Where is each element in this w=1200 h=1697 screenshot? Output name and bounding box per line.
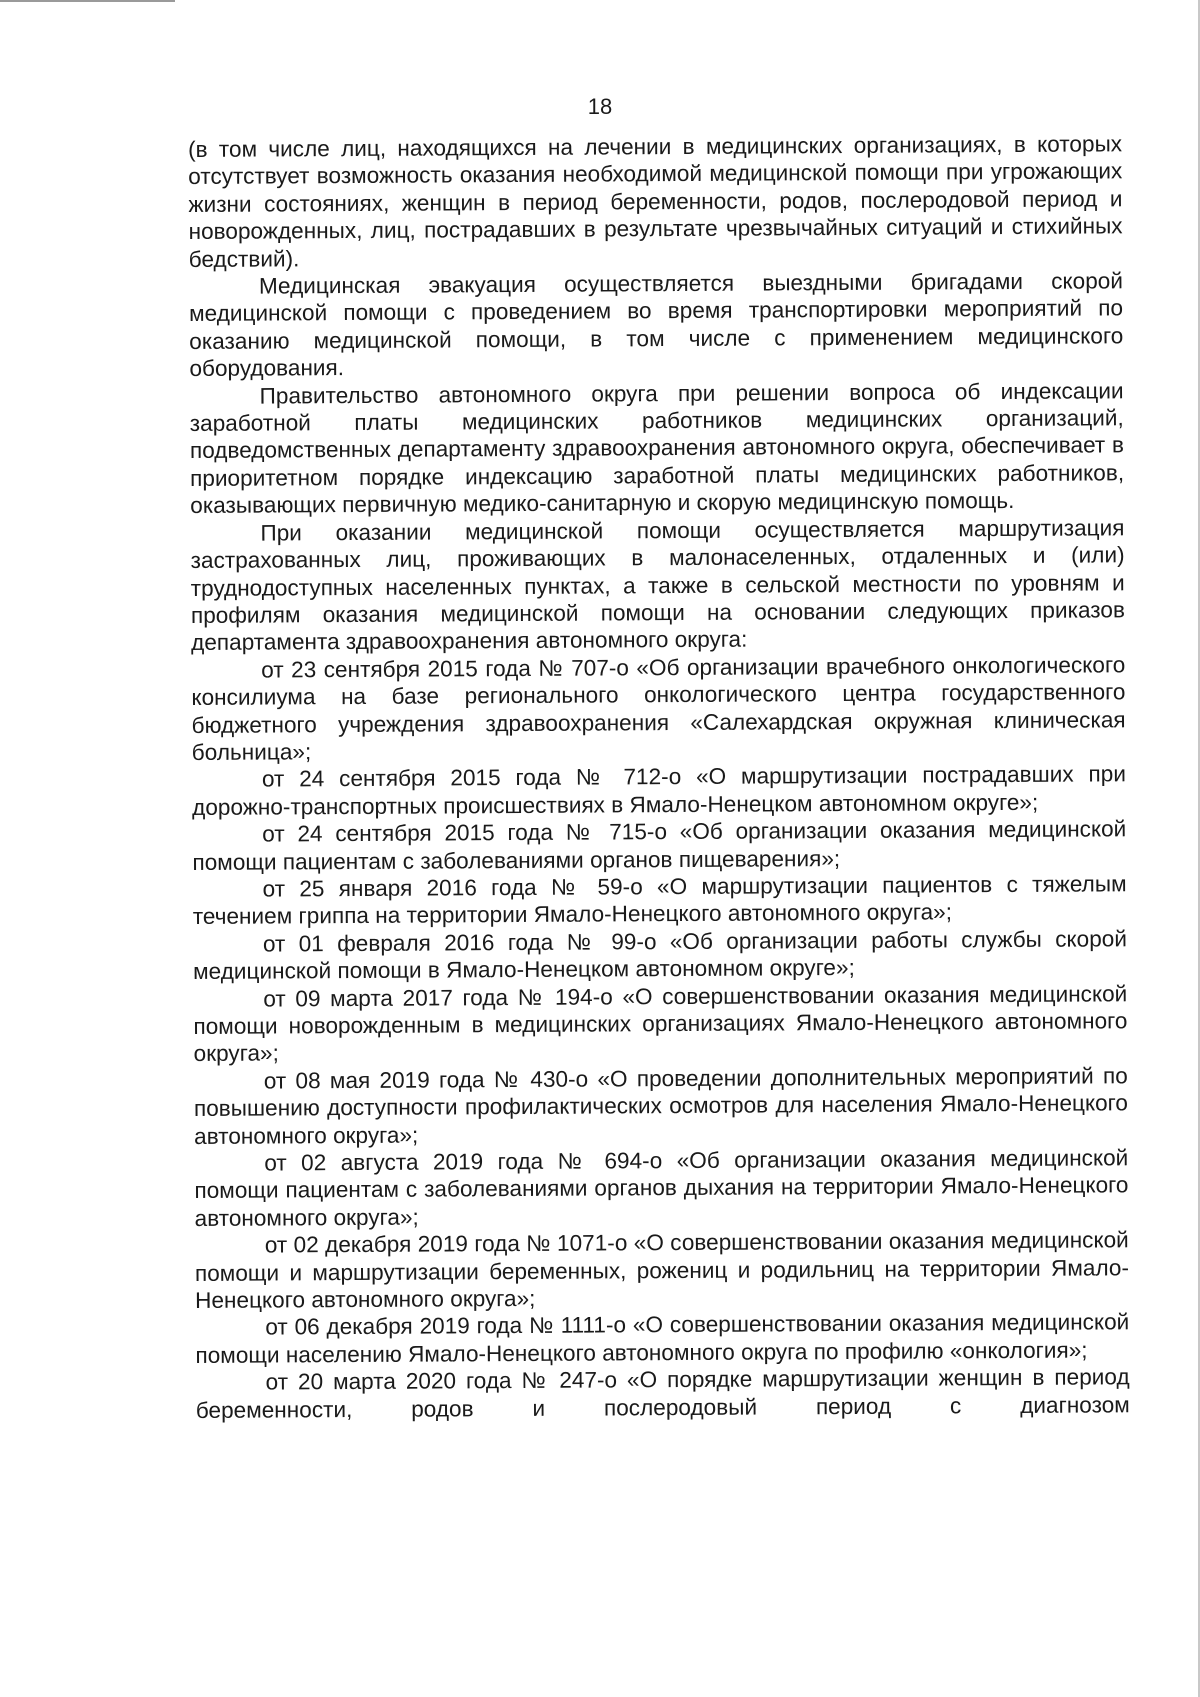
order-item-694: от 02 августа 2019 года № 694-о «Об организации оказания медицинской помощи пациентам с заболеваниями органов дыхания на территории Ямало-Ненецкого автономного округа»; xyxy=(194,1145,1129,1231)
order-item-247: от 20 марта 2020 года № 247-о «О порядке маршрутизации женщин в период беременности, родов и послеродовый период с диагнозом xyxy=(195,1364,1130,1423)
document-body xyxy=(188,130,1130,1424)
scan-edge-top xyxy=(0,0,175,2)
order-item-707: от 23 сентября 2015 года № 707-о «Об организации врачебного онкологического консилиума на базе регионального онкологического центра государственного бюджетного учреждения здравоохранения «Салехардская окружная клиническая больница»; xyxy=(191,652,1126,765)
order-item-712: от 24 сентября 2015 года № 712-о «О маршрутизации пострадавших при дорожно-транспортных происшествиях в Ямало-Ненецком автономном округе»; xyxy=(192,761,1126,820)
order-item-1071: от 02 декабря 2019 года № 1071-о «О совершенствовании оказания медицинской помощи и маршрутизации беременных, рожениц и родильниц на территории Ямало-Ненецкого автономного округа»; xyxy=(194,1227,1130,1314)
order-item-59: от 25 января 2016 года № 59-о «О маршрутизации пациентов с тяжелым течением гриппа на территории Ямало-Ненецкого автономного округа»; xyxy=(192,871,1127,930)
paragraph-medical-evacuation: Медицинская эвакуация осуществляется выездными бригадами скорой медицинской помощи с проведением во время транспортировки мероприятий по оказанию медицинской помощи, в том числе с применением медицинского оборудования. xyxy=(189,268,1124,382)
order-item-1111: от 06 декабря 2019 года № 1111-о «О совершенствовании оказания медицинской помощи населению Ямало-Ненецкого автономного округа по профилю «онкология»; xyxy=(195,1309,1130,1368)
page-number: 18 xyxy=(587,94,613,119)
paragraph-salary-indexation: Правительство автономного округа при решении вопроса об индексации заработной платы медицинских работников медицинских организаций, подведомственных департаменту здравоохранения автономного округа, обеспечивает в приоритетном порядке индексацию заработной платы медицинских работников, оказывающих первичную медико-санитарную и скорую медицинскую помощь. xyxy=(189,377,1125,519)
order-item-715: от 24 сентября 2015 года № 715-о «Об организации оказания медицинской помощи пациентам с заболеваниями органов пищеварения»; xyxy=(192,816,1127,875)
order-item-430: от 08 мая 2019 года № 430-о «О проведении дополнительных мероприятий по повышению доступности профилактических осмотров для населения Ямало-Ненецкого автономного округа»; xyxy=(193,1063,1129,1149)
paragraph-continuation: (в том числе лиц, находящихся на лечении в медицинских организациях, в которых отсутствует возможность оказания необходимой медицинской помощи при угрожающих жизни состояниях, женщин в период беременности, родов, послеродовой период и новорожденных, лиц, пострадавших в результате чрезвычайных ситуаций и стихийных бедствий). xyxy=(188,131,1123,272)
paragraph-routing-intro: При оказании медицинской помощи осуществляется маршрутизация застрахованных лиц, проживающих в малонаселенных, отдаленных и (или) труднодоступных населенных пунктах, а также в сельской местности по уровням и профилям оказания медицинской помощи на основании следующих приказов департамента здравоохранения автономного округа: xyxy=(190,514,1125,656)
order-item-194: от 09 марта 2017 года № 194-о «О совершенствовании оказания медицинской помощи новорожденным в медицинских организациях Ямало-Ненецкого автономного округа»; xyxy=(193,980,1128,1067)
order-item-99: от 01 февраля 2016 года № 99-о «Об организации работы службы скорой медицинской помощи в Ямало-Ненецком автономном округе»; xyxy=(193,926,1127,985)
